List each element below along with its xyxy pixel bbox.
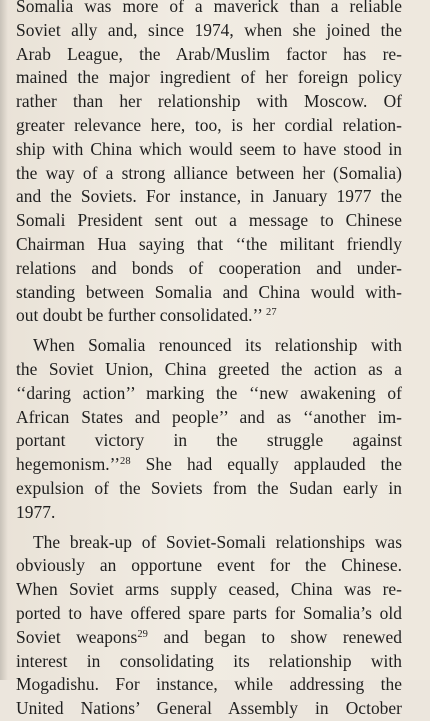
line-text: She had equally applauded the (130, 454, 402, 475)
text-line (16, 453, 402, 477)
text-line: When Soviet arms supply ceased, China was re- (16, 579, 402, 600)
text-line: Arab League, the Arab/Muslim factor has re- (16, 43, 402, 64)
text-line: The break-up of Soviet-Somali relationships was (33, 531, 402, 552)
text-line: Chairman Hua saying that ‘‘the militant friendly (16, 233, 402, 254)
text-line: Mogadishu. For instance, while addressing the (16, 674, 402, 695)
page-gutter-shadow (0, 0, 8, 680)
line-text: Soviet weapons (16, 626, 138, 647)
line-text: and began to show renewed (147, 626, 402, 647)
text-line: relations and bonds of cooperation and under- (16, 257, 402, 278)
text-line: ‘‘daring action’’ marking the ‘‘new awakening of (16, 382, 402, 403)
text-line: ported to have offered spare parts for Somalia’s old (16, 602, 402, 623)
text-line: greater relevance here, too, is her cordial relation- (16, 114, 402, 135)
text-line: Somali President sent out a message to Chinese (16, 210, 402, 231)
text-line: Soviet ally and, since 1974, when she joined the (16, 19, 402, 40)
text-line: rather than her relationship with Moscow. Of (16, 91, 402, 112)
text-line: standing between Somalia and China would with- (16, 281, 402, 302)
text-line: portant victory in the struggle against (16, 430, 402, 451)
text-line: the way of a strong alliance between her (Somalia) (16, 162, 402, 183)
footnote-marker: 27 (266, 307, 277, 319)
text-line (16, 304, 402, 328)
text-line: and the Soviets. For instance, in January 1977 the (16, 186, 402, 207)
text-line: interest in consolidating its relationship with (16, 650, 402, 671)
text-line: United Nations’ General Assembly in October (16, 698, 402, 719)
text-line: expulsion of the Soviets from the Sudan early in (16, 477, 402, 498)
footnote-marker: 29 (137, 628, 148, 640)
paragraph-3 (16, 531, 402, 721)
text-line: mained the major ingredient of her foreign policy (16, 67, 402, 88)
line-text: hegemonism.’’ (16, 454, 121, 475)
text-line: obviously an opportune event for the Chinese. (16, 555, 402, 576)
footnote-marker: 28 (120, 456, 131, 468)
paragraph-2 (16, 334, 402, 524)
text-line (16, 626, 402, 650)
body-text (16, 0, 402, 721)
text-line: African States and people’’ and as ‘‘another im- (16, 406, 402, 427)
text-line: 1977. (16, 501, 56, 522)
text-line: the Soviet Union, China greeted the action as a (16, 358, 402, 379)
paragraph-1 (16, 0, 402, 328)
text-line: ship with China which would seem to have stood in (16, 138, 402, 159)
text-line: When Somalia renounced its relationship with (33, 335, 402, 356)
text-line: Somalia was more of a maverick than a reliable (16, 0, 402, 16)
line-text: out doubt be further consolidated.’’ (16, 305, 267, 326)
